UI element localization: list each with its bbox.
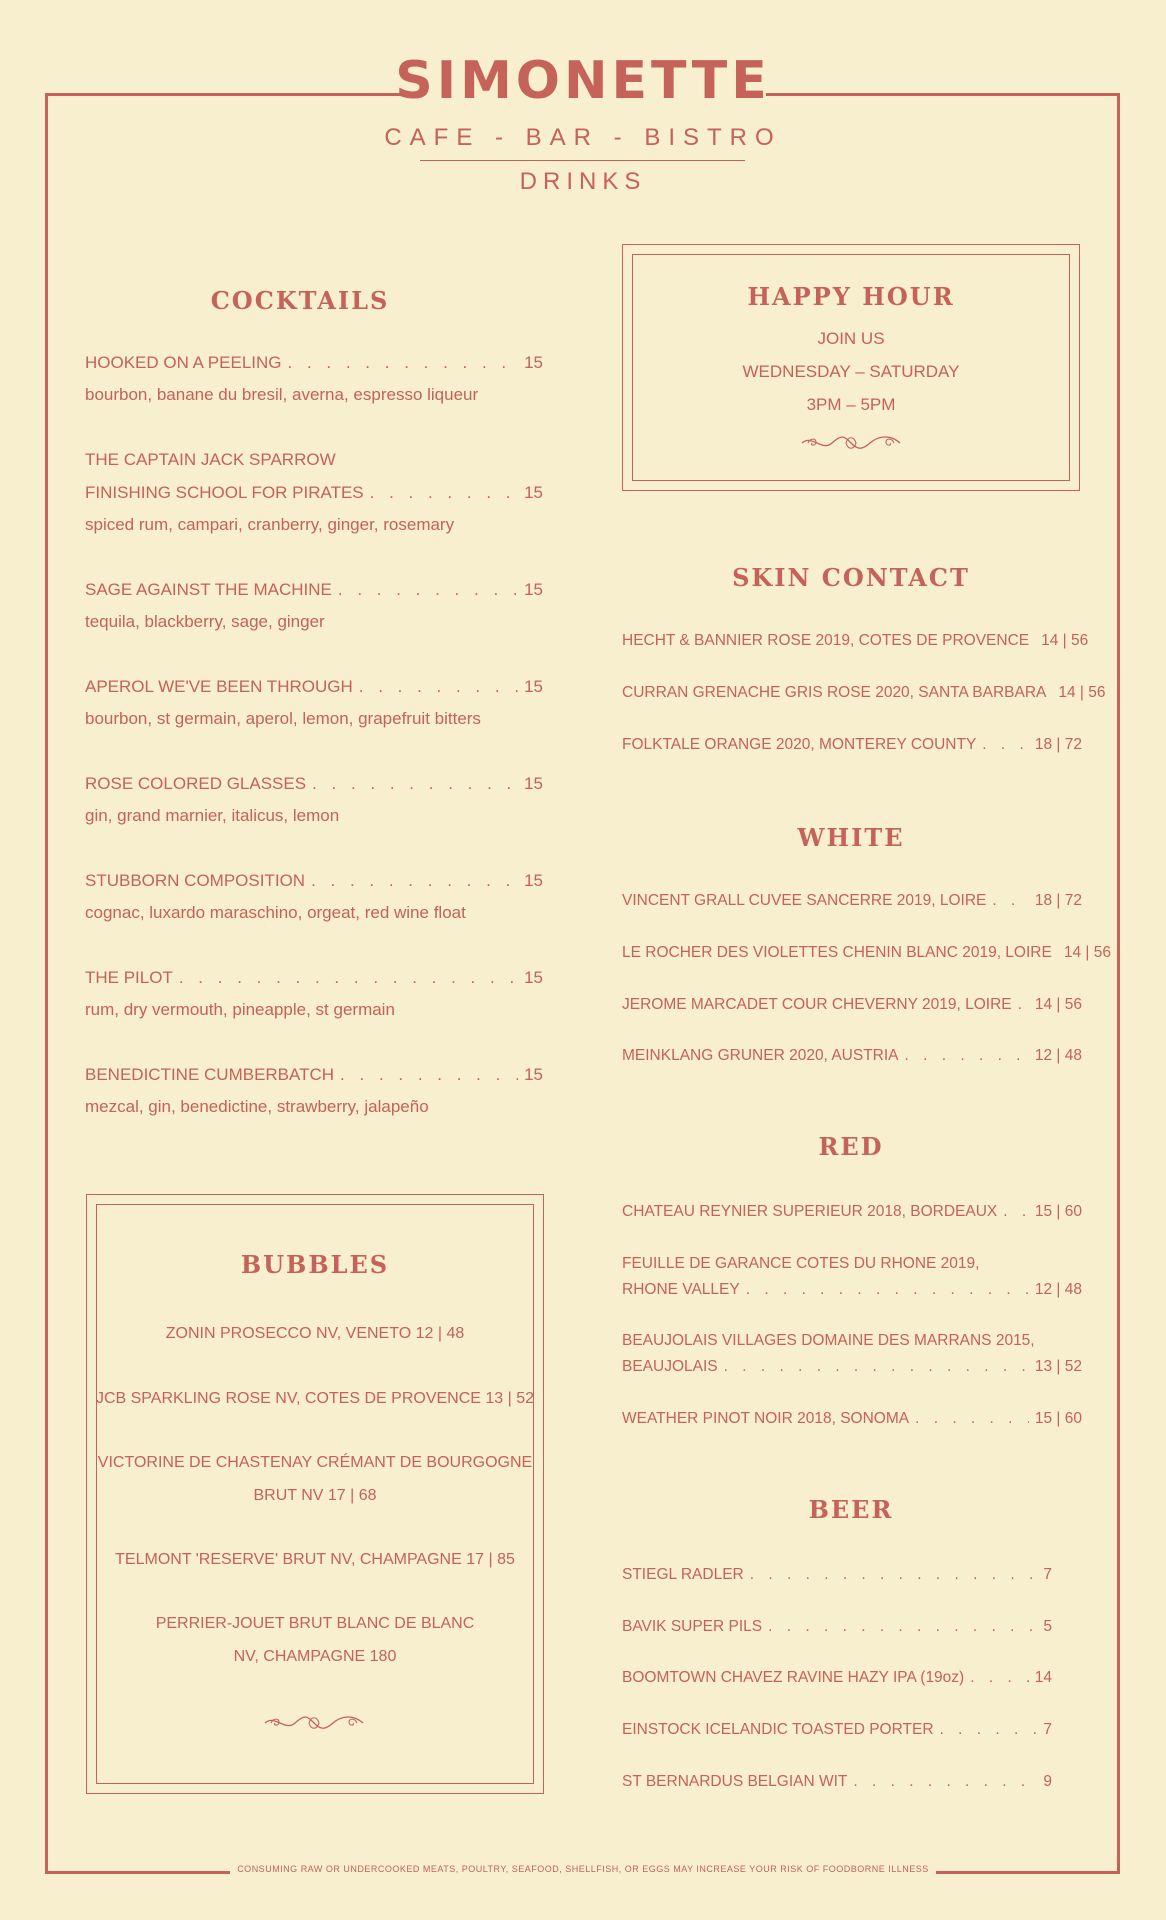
food-safety-disclaimer: CONSUMING RAW OR UNDERCOOKED MEATS, POULTRY, SEAFOOD, SHELLFISH, OR EGGS MAY INCREASE YOUR RISK OF FOODBORNE ILLNESS <box>237 1864 929 1874</box>
wine-item: BEAUJOLAIS VILLAGES DOMAINE DES MARRANS 2015, BEAUJOLAIS . . . 13 | 52 <box>622 1331 1082 1377</box>
cocktail-description: gin, grand marnier, italicus, lemon <box>85 806 340 825</box>
cocktail-description: bourbon, banane du bresil, averna, espresso liqueur <box>85 385 479 404</box>
wine-item: CHATEAU REYNIER SUPERIEUR 2018, BORDEAUX . . . 15 | 60 <box>622 1202 1082 1222</box>
bubbles-item: PERRIER-JOUET BRUT BLANC DE BLANC NV, CHAMPAGNE 180 <box>155 1615 475 1665</box>
bubbles-item: TELMONT 'RESERVE' BRUT NV, CHAMPAGNE 17 | 85 <box>115 1551 515 1568</box>
happy-hour-details: JOIN US WEDNESDAY – SATURDAY 3PM – 5PM <box>742 329 960 414</box>
beer-item: ST BERNARDUS BELGIAN WIT . . . 9 <box>622 1772 1052 1792</box>
flourish-ornament-icon <box>800 432 902 454</box>
cocktail-item: APEROL WE'VE BEEN THROUGH . . . 15 bourbon, st germain, aperol, lemon, grapefruit bitters <box>85 677 543 729</box>
cocktail-item: THE PILOT . . . 15 rum, dry vermouth, pineapple, st germain <box>85 968 543 1020</box>
cocktail-name-line1: THE CAPTAIN JACK SPARROW <box>85 450 336 469</box>
beer-item: BAVIK SUPER PILS . . . 5 <box>622 1617 1052 1637</box>
happy-hour-title: HAPPY HOUR <box>747 282 955 311</box>
skin-contact-title: SKIN CONTACT <box>732 563 970 592</box>
wine-item: VINCENT GRALL CUVEE SANCERRE 2019, LOIRE . . . 18 | 72 <box>622 891 1082 911</box>
bubbles-item: VICTORINE DE CHASTENAY CRÉMANT DE BOURGOGNE BRUT NV 17 | 68 <box>97 1454 533 1504</box>
brand-subtitle: CAFE - BAR - BISTRO <box>384 124 782 151</box>
brand-title: SIMONETTE <box>395 51 771 111</box>
wine-item: JEROME MARCADET COUR CHEVERNY 2019, LOIRE . . . 14 | 56 <box>622 995 1082 1015</box>
bubbles-item: ZONIN PROSECCO NV, VENETO 12 | 48 <box>165 1325 465 1342</box>
cocktail-item: THE CAPTAIN JACK SPARROW FINISHING SCHOOL FOR PIRATES . . . 15 spiced rum, campari, cranberry, ginger, rosemary <box>85 450 543 535</box>
wine-item: HECHT & BANNIER ROSE 2019, COTES DE PROVENCE 14 | 56 <box>622 632 1089 649</box>
flourish-ornament-icon <box>263 1712 365 1734</box>
subtitle-divider <box>420 160 745 161</box>
cocktail-description: tequila, blackberry, sage, ginger <box>85 612 325 631</box>
beer-item: STIEGL RADLER . . . 7 <box>622 1565 1052 1585</box>
beer-item: BOOMTOWN CHAVEZ RAVINE HAZY IPA (19oz) . . . 14 <box>622 1668 1052 1688</box>
cocktail-description: mezcal, gin, benedictine, strawberry, jalapeño <box>85 1097 429 1116</box>
cocktail-item: BENEDICTINE CUMBERBATCH . . . 15 mezcal, gin, benedictine, strawberry, jalapeño <box>85 1065 543 1117</box>
wine-item: LE ROCHER DES VIOLETTES CHENIN BLANC 2019, LOIRE 14 | 56 <box>622 944 1111 961</box>
wine-item: WEATHER PINOT NOIR 2018, SONOMA . . . 15 | 60 <box>622 1409 1082 1429</box>
wine-item: FEUILLE DE GARANCE COTES DU RHONE 2019, RHONE VALLEY . . . 12 | 48 <box>622 1254 1082 1300</box>
bubbles-title: BUBBLES <box>240 1250 390 1279</box>
wine-item: FOLKTALE ORANGE 2020, MONTEREY COUNTY . . . 18 | 72 <box>622 735 1082 755</box>
menu-section-label: DRINKS <box>519 168 647 195</box>
cocktail-item: ROSE COLORED GLASSES . . . 15 gin, grand marnier, italicus, lemon <box>85 774 543 826</box>
cocktail-description: spiced rum, campari, cranberry, ginger, rosemary <box>85 515 455 534</box>
wine-item: CURRAN GRENACHE GRIS ROSE 2020, SANTA BARBARA 14 | 56 <box>622 684 1106 701</box>
cocktail-item: HOOKED ON A PEELING . . . 15 bourbon, banane du bresil, averna, espresso liqueur <box>85 353 543 405</box>
red-title: RED <box>818 1132 884 1161</box>
cocktail-item: STUBBORN COMPOSITION . . . 15 cognac, luxardo maraschino, orgeat, red wine float <box>85 871 543 923</box>
wine-item: MEINKLANG GRUNER 2020, AUSTRIA . . . 12 | 48 <box>622 1046 1082 1066</box>
cocktail-description: cognac, luxardo maraschino, orgeat, red wine float <box>85 903 466 922</box>
beer-title: BEER <box>808 1495 894 1524</box>
beer-item: EINSTOCK ICELANDIC TOASTED PORTER . . . 7 <box>622 1720 1052 1740</box>
cocktail-item: SAGE AGAINST THE MACHINE . . . 15 tequila, blackberry, sage, ginger <box>85 580 543 632</box>
cocktail-description: bourbon, st germain, aperol, lemon, grapefruit bitters <box>85 709 481 728</box>
cocktail-description: rum, dry vermouth, pineapple, st germain <box>85 1000 395 1019</box>
white-title: WHITE <box>797 823 905 852</box>
bubbles-item: JCB SPARKLING ROSE NV, COTES DE PROVENCE 13 | 52 <box>95 1390 535 1407</box>
cocktails-title: COCKTAILS <box>210 286 390 315</box>
